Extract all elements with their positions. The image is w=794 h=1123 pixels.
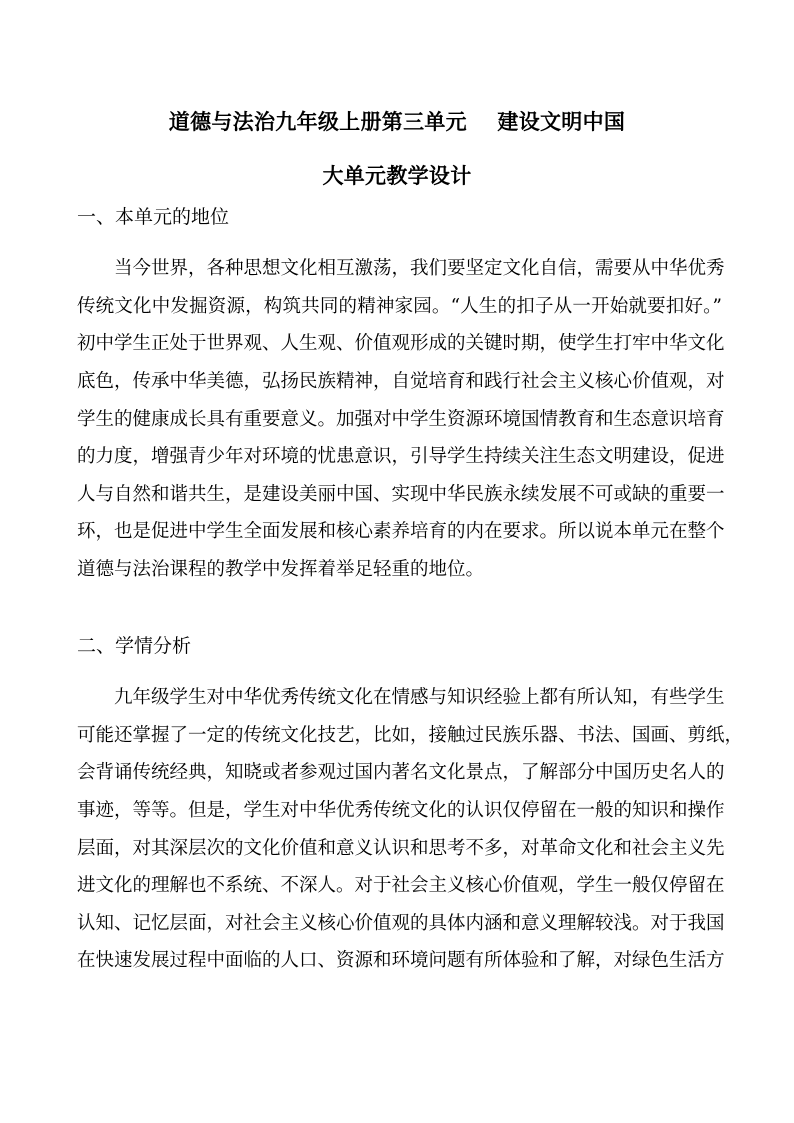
section-body-position xyxy=(77,250,725,589)
paragraph-line: 事迹，等等。但是，学生对中华优秀传统文化的认识仅停留在一般的知识和操作 xyxy=(77,799,725,821)
paragraph-line: 层面，对其深层次的文化价值和意义认识和思考不多，对革命文化和社会主义先 xyxy=(77,837,725,859)
section-heading-position: 一、本单元的地位 xyxy=(77,206,230,228)
paragraph-line: 认知、记忆层面，对社会主义核心价值观的具体内涵和意义理解较浅。对于我国 xyxy=(77,912,725,934)
paragraph-line: 当今世界，各种思想文化相互激荡，我们要坚定文化自信，需要从中华优秀 xyxy=(114,258,725,279)
document-title: 道德与法治九年级上册第三单元 建设文明中国 xyxy=(168,109,626,134)
section-heading-student-analysis: 二、学情分析 xyxy=(77,635,192,657)
paragraph-line: 环，也是促进中学生全面发展和核心素养培育的内在要求。所以说本单元在整个 xyxy=(77,521,725,543)
paragraph-line: 会背诵传统经典，知晓或者参观过国内著名文化景点，了解部分中国历史名人的 xyxy=(77,762,725,784)
paragraph-line: 可能还掌握了一定的传统文化技艺，比如，接触过民族乐器、书法、国画、剪纸， xyxy=(77,724,744,746)
paragraph-line: 道德与法治课程的教学中发挥着举足轻重的地位。 xyxy=(77,559,485,581)
paragraph-line: 底色，传承中华美德，弘扬民族精神，自觉培育和践行社会主义核心价值观，对 xyxy=(77,370,725,392)
paragraph-line: 传统文化中发掘资源，构筑共同的精神家园。“人生的扣子从一开始就要扣好。” xyxy=(77,295,722,317)
paragraph-line: 学生的健康成长具有重要意义。加强对中学生资源环境国情教育和生态意识培育 xyxy=(77,408,725,430)
paragraph-line: 人与自然和谐共生，是建设美丽中国、实现中华民族永续发展不可或缺的重要一 xyxy=(77,483,725,505)
paragraph-line: 在快速发展过程中面临的人口、资源和环境问题有所体验和了解，对绿色生活方 xyxy=(77,950,725,972)
paragraph-line: 进文化的理解也不系统、不深人。对于社会主义核心价值观，学生一般仅停留在 xyxy=(77,875,725,897)
paragraph-line: 初中学生正处于世界观、人生观、价值观形成的关键时期，使学生打牢中华文化 xyxy=(77,333,725,355)
paragraph-line: 的力度，增强青少年对环境的忧患意识，引导学生持续关注生态文明建设，促进 xyxy=(77,446,725,468)
section-body-student-analysis xyxy=(77,679,744,980)
document-subtitle: 大单元教学设计 xyxy=(322,163,472,188)
paragraph-line: 九年级学生对中华优秀传统文化在情感与知识经验上都有所认知，有些学生 xyxy=(114,687,725,708)
